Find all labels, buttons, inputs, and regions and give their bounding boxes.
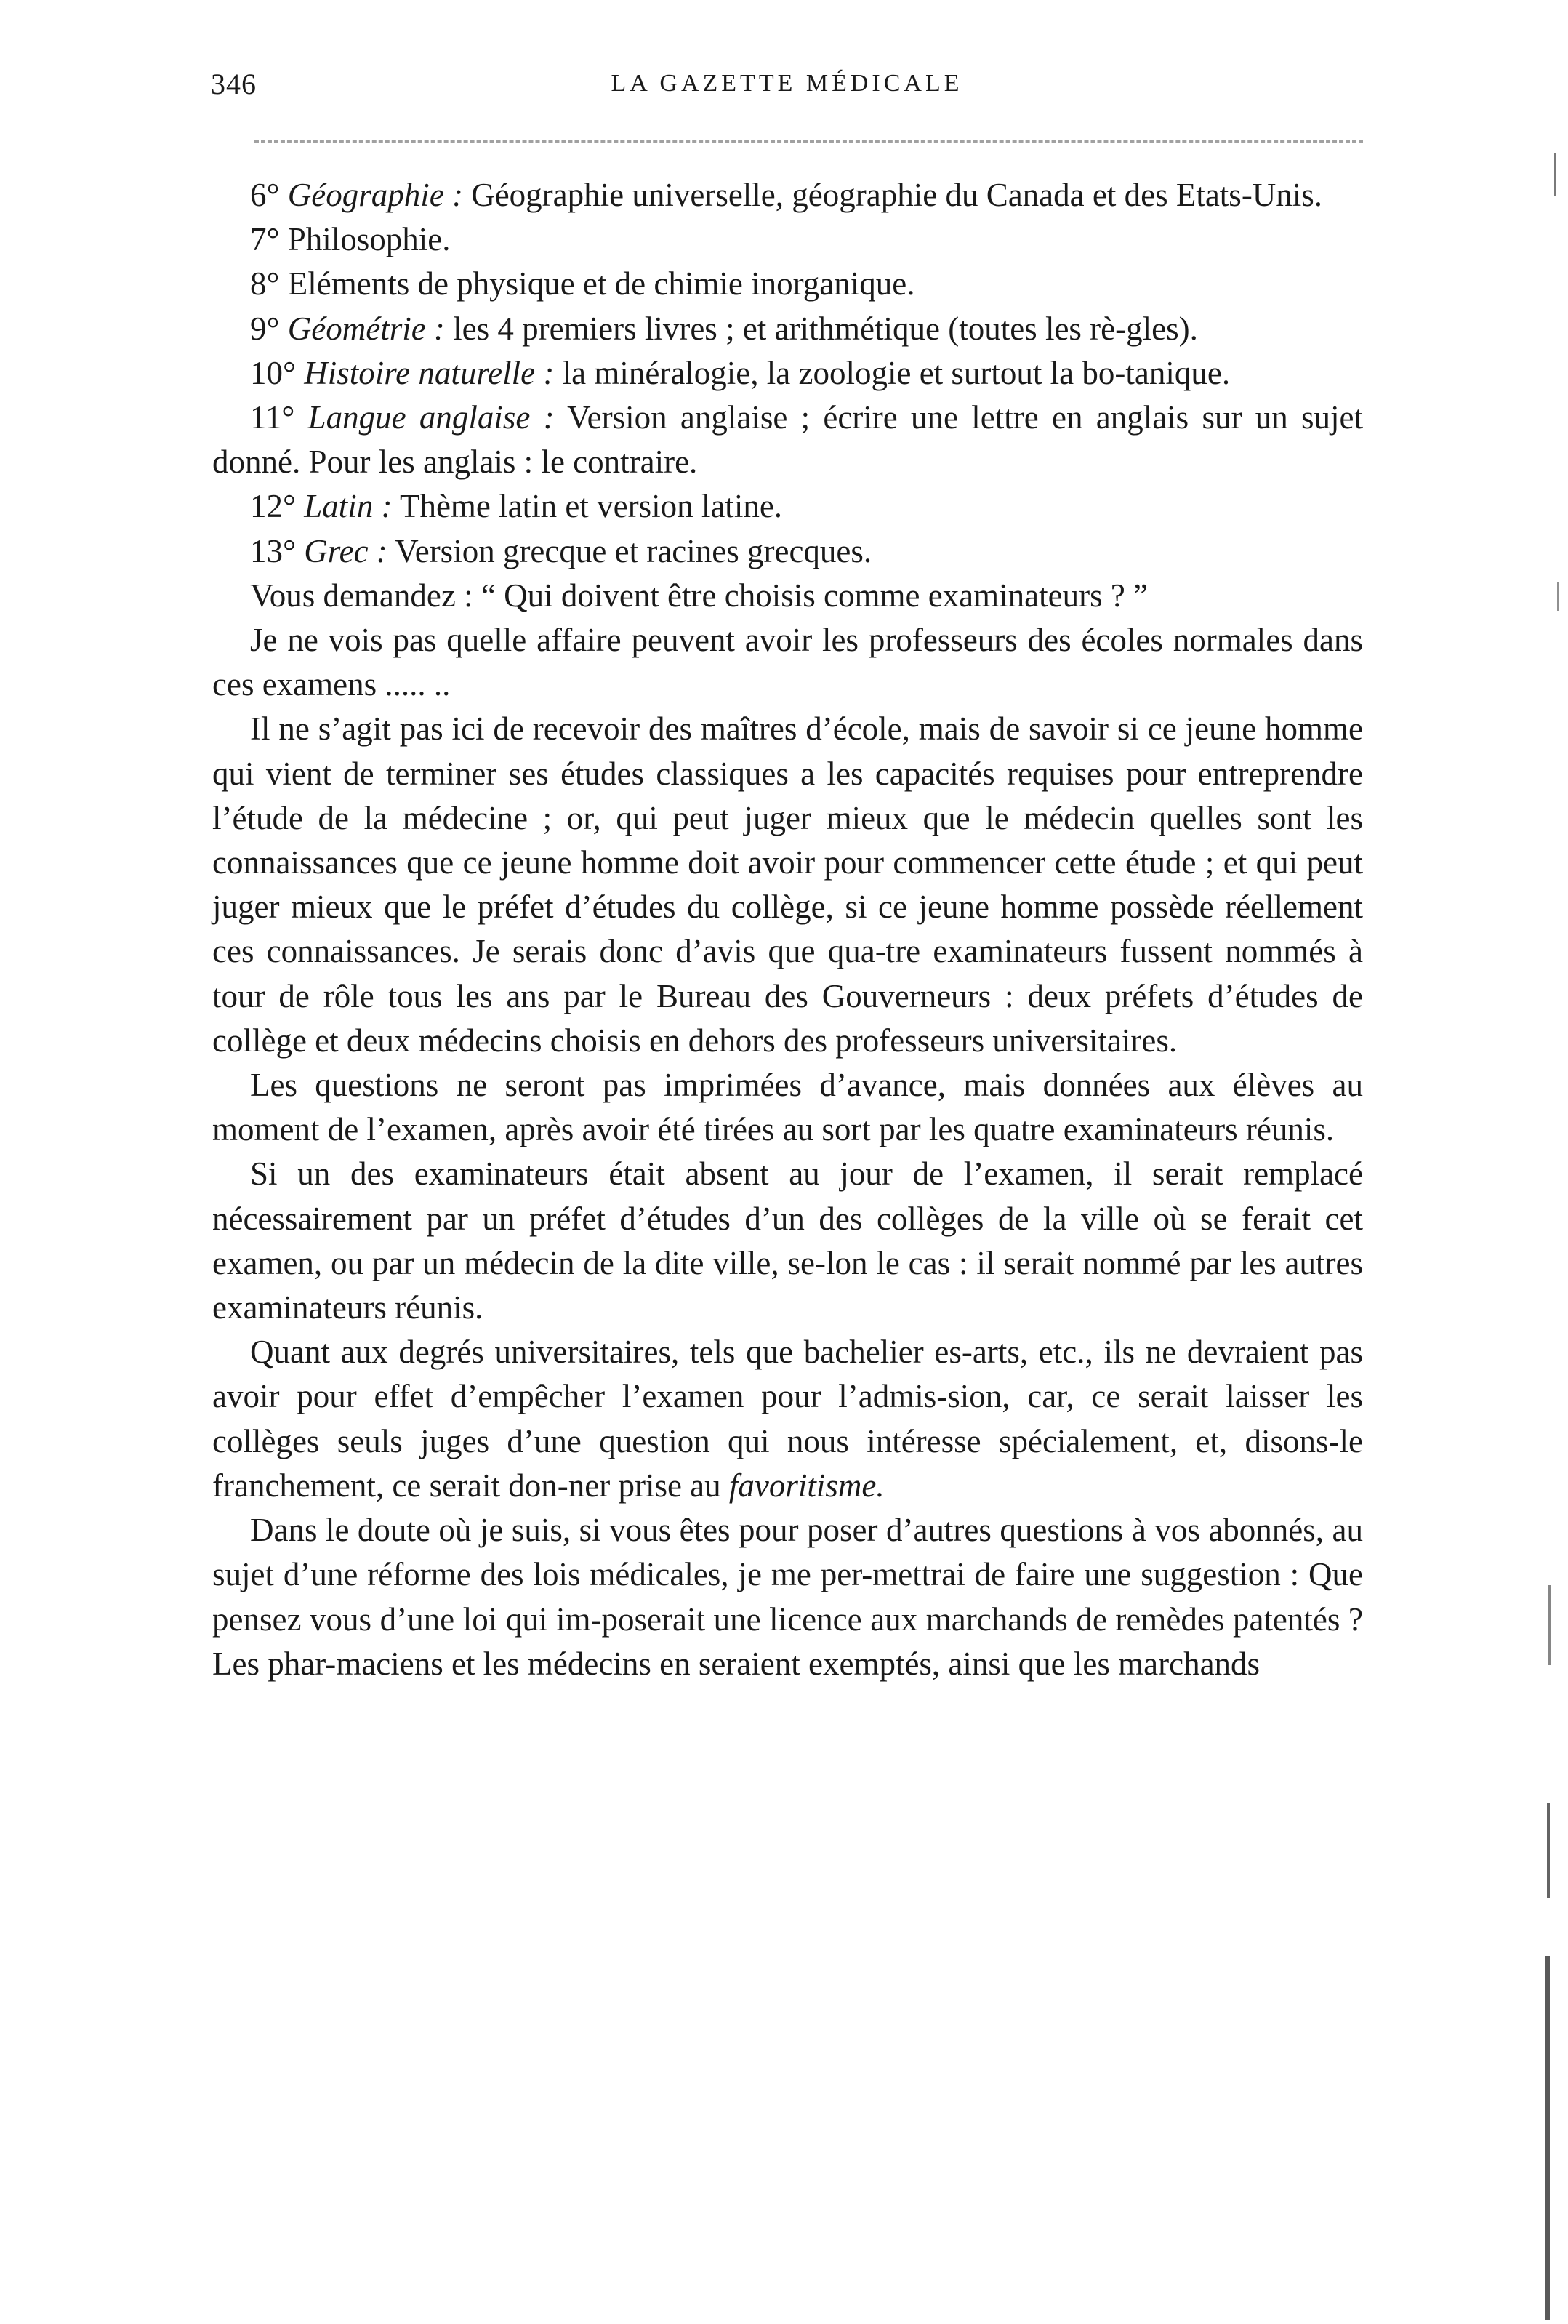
body-text — [212, 173, 1363, 1686]
list-item-12 — [212, 484, 1363, 529]
item-number: 10° — [250, 354, 296, 391]
paragraph-questions-drawn: Les questions ne seront pas imprimées d’avance, mais données aux élèves au moment de l’examen, après avoir été tirées au sort par les quatre examinateurs réunis. — [212, 1067, 1363, 1148]
favoritisme-word: favoritisme. — [728, 1467, 885, 1504]
scan-edge-mark — [1545, 1956, 1550, 2320]
item-text: Géographie universelle, géographie du Canada et des Etats-Unis. — [471, 177, 1323, 213]
paragraph-suggestion: Dans le doute où je suis, si vous êtes pour poser d’autres questions à vos abonnés, au sujet d’une réforme des lois médicales, je me per-mettrai de faire une suggestion : Que pensez vous d’une loi qui im-poserait une licence aux marchands de remèdes patentés ? Les phar-maciens et les médecins en seraient exemptés, ainsi que les marchands — [212, 1512, 1363, 1682]
list-item-13 — [212, 529, 1363, 574]
list-item-7 — [212, 217, 1363, 262]
list-item-10 — [212, 351, 1363, 396]
item-subject: Grec : — [304, 532, 387, 569]
paragraph-university-degrees — [212, 1330, 1363, 1508]
item-subject: Langue anglaise : — [307, 399, 555, 436]
item-number: 8° — [250, 265, 280, 302]
running-title: LA GAZETTE MÉDICALE — [611, 70, 963, 97]
item-number: 6° — [250, 177, 280, 213]
scan-edge-mark — [1557, 582, 1559, 611]
item-text: les 4 premiers livres ; et arithmétique (toutes les rè-gles). — [453, 310, 1198, 347]
list-item-11 — [212, 396, 1363, 484]
page-header — [211, 67, 1363, 111]
list-item-9 — [212, 307, 1363, 351]
item-subject: Géométrie : — [287, 310, 445, 347]
scan-edge-mark — [1548, 1585, 1551, 1665]
item-number: 13° — [250, 532, 296, 569]
item-text: Version anglaise ; écrire une lettre en anglais sur un sujet donné. Pour les anglais : le contraire. — [212, 399, 1364, 481]
scan-edge-mark — [1547, 1803, 1550, 1898]
list-item-6 — [212, 173, 1363, 217]
item-number: 11° — [250, 399, 295, 436]
item-text: Eléments de physique et de chimie inorganique. — [287, 265, 915, 302]
item-subject: Latin : — [304, 488, 393, 525]
header-rule — [254, 140, 1363, 143]
item-text: Version grecque et racines grecques. — [395, 532, 872, 569]
list-item-8 — [212, 262, 1363, 306]
paragraph-absent-examiner: Si un des examinateurs était absent au jour de l’examen, il serait remplacé nécessairement par un préfet d’études d’un des collèges de la ville où se ferait cet examen, ou par un médecin de la dite ville, se-lon le cas : il serait nommé par les autres examinateurs réunis. — [212, 1155, 1363, 1326]
paragraph-question: Vous demandez : “ Qui doivent être choisis comme examinateurs ? ” — [250, 577, 1149, 614]
item-text: Philosophie. — [287, 221, 451, 258]
degrees-text: Quant aux degrés universitaires, tels que bachelier es-arts, etc., ils ne devraient pas avoir pour effet d’empêcher l’examen pour l’admis-sion, car, ce serait laisser les collèges seuls juges d’une question qui nous intéresse spécialement, et, disons-le franchement, ce serait don-ner prise au — [212, 1334, 1363, 1504]
item-number: 9° — [250, 310, 280, 347]
item-number: 12° — [250, 488, 296, 525]
item-text: la minéralogie, la zoologie et surtout la bo-tanique. — [562, 354, 1231, 391]
item-number: 7° — [250, 221, 280, 258]
paragraph-examiners: Il ne s’agit pas ici de recevoir des maîtres d’école, mais de savoir si ce jeune homme qui vient de terminer ses études classiques a les capacités requises pour entreprendre l’étude de la médecine ; or, qui peut juger mieux que le médecin quelles sont les connaissances que ce jeune homme doit avoir pour commencer cette étude ; et qui peut juger mieux que le préfet d’études du collège, si ce jeune homme possède réellement ces connaissances. Je serais donc d’avis que qua-tre examinateurs fussent nommés à tour de rôle tous les ans par le Bureau des Gouverneurs : deux préfets d’études de collège et deux médecins choisis en dehors des professeurs universitaires. — [212, 710, 1363, 1059]
page-number: 346 — [211, 68, 257, 100]
scan-edge-mark — [1554, 153, 1556, 196]
paragraph-normal-schools: Je ne vois pas quelle affaire peuvent avoir les professeurs des écoles normales dans ces examens ..... .. — [212, 622, 1363, 703]
item-text: Thème latin et version latine. — [399, 488, 783, 525]
item-subject: Histoire naturelle : — [304, 354, 555, 391]
item-subject: Géographie : — [287, 177, 463, 213]
